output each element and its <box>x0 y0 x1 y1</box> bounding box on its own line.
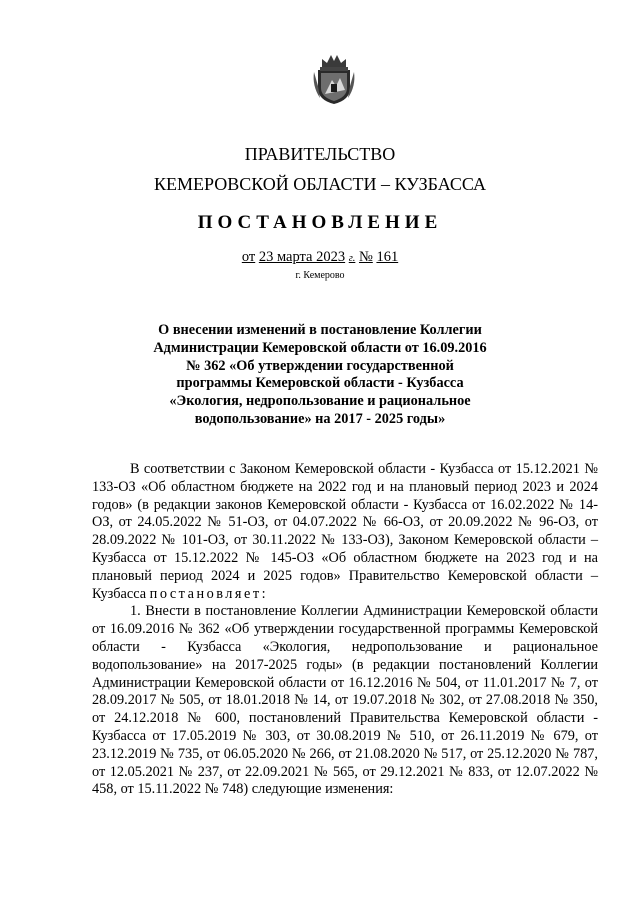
document-number: 161 <box>376 249 399 265</box>
document-type-heading: ПОСТАНОВЛЕНИЕ <box>197 212 443 233</box>
year-suffix: г. <box>348 253 356 264</box>
document-date: 23 марта 2023 <box>258 249 346 265</box>
preamble-text: В соответствии с Законом Кемеровской области - Кузбасса от 15.12.2021 № 133-ОЗ «Об областном бюджете на 2022 год и на плановый период 2023 и 2024 годов» (в редакции законов Кемеровской области - Кузбасса от 16.02.2022 № 14-ОЗ, от 24.05.2022 № 51-ОЗ, от 04.07.2022 № 66-ОЗ, от 20.09.2022 № 96-ОЗ, от 28.09.2022 № 101-ОЗ, от 30.11.2022 № 133-ОЗ), Законом Кемеровской области – Кузбасса от 15.12.2022 № 145-ОЗ «Об областном бюджете на 2023 год и на плановый период 2024 и 2025 годов» Правительство Кемеровской области – Кузбасса <box>92 461 598 602</box>
date-prefix: от <box>241 249 256 265</box>
document-title: О внесении изменений в постановление Коллегии Администрации Кемеровской области от 16.09.2016 № 362 «Об утверждении государственной программы Кемеровской области - Кузбасса «Экология, недропользование и рациональное водопользование» на 2017 - 2025 годы» <box>153 322 487 427</box>
date-number-line <box>0 249 640 266</box>
coat-of-arms-icon <box>312 50 356 106</box>
government-name-line1: ПРАВИТЕЛЬСТВО <box>244 144 396 164</box>
city-name: г. Кемерово <box>295 270 345 281</box>
document-body <box>92 461 598 799</box>
number-sign: № <box>358 249 373 265</box>
government-name-line2: КЕМЕРОВСКОЙ ОБЛАСТИ – КУЗБАССА <box>154 174 486 194</box>
item-1-paragraph: 1. Внести в постановление Коллегии Администрации Кемеровской области от 16.09.2016 № 362 «Об утверждении государственной программы Кемеровской области - Кузбасса «Экология, недропользование и рациональное водопользование» на 2017-2025 годы» (в редакции постановлений Коллегии Администрации Кемеровской области от 16.12.2016 № 504, от 11.01.2017 № 7, от 28.09.2017 № 505, от 18.01.2018 № 14, от 19.07.2018 № 302, от 27.08.2018 № 350, от 24.12.2018 № 600, постановлений Правительства Кемеровской области - Кузбасса от 17.05.2019 № 303, от 30.08.2019 № 510, от 26.11.2019 № 679, от 23.12.2019 № 735, от 06.05.2020 № 266, от 21.08.2020 № 517, от 25.12.2020 № 787, от 12.05.2021 № 237, от 22.09.2021 № 565, от 29.12.2021 № 833, от 12.07.2022 № 458, от 15.11.2022 № 748) следующие изменения: <box>92 603 598 798</box>
preamble-paragraph <box>92 461 598 603</box>
resolves-word: постановляет: <box>149 585 269 602</box>
